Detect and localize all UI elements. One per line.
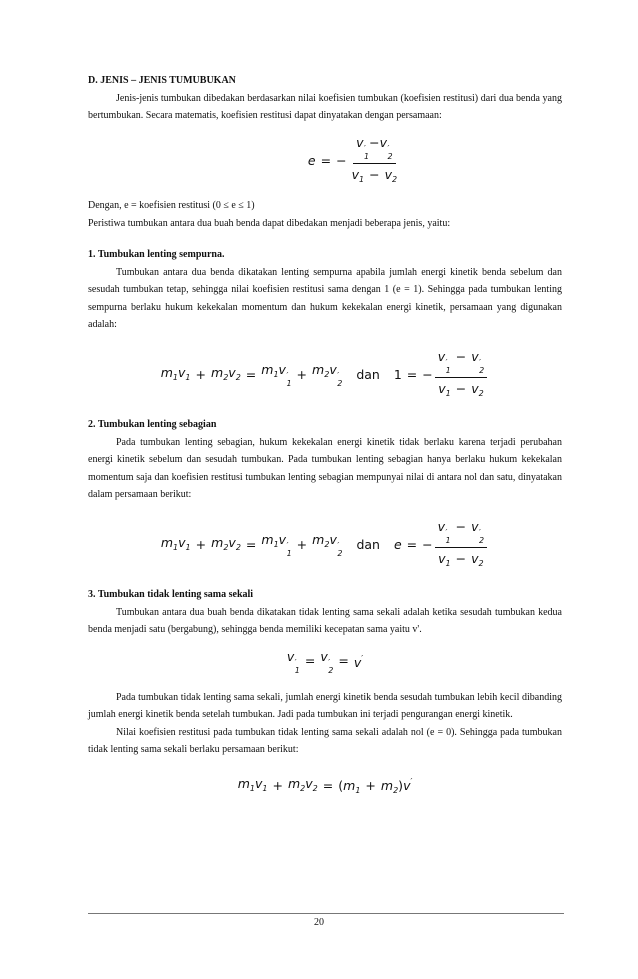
section-2-paragraph: Pada tumbukan lenting sebagian, hukum kekekalan energi kinetik tidak berlaku karena terjadi perubahan energi kinetik sebelum dan sesudah tumbukan. Pada tumbukan lenting sebagian hanya berlaku hukum kekekalan momentum saja dan koefisien restitusi tumbukan lenting sebagian mempunyai nilai di antara nol dan satu, dinyatakan dalam persamaan berikut: [88, 436, 562, 500]
common-velocity-equation: v ′ 1 = v ′ 2 = v′ [286, 648, 364, 675]
elastic-equation: $m_1v_1$ + $m_2v_2$ = $m_1v$ ′ 1 + $m_2v$ ′ 2 dan 1 = − v ′ 1 − v ′ 2 $v_1 - v_2$ [88, 348, 562, 403]
intro-paragraph: Jenis-jenis tumbukan dibedakan berdasarkan nilai koefisien tumbukan (koefisien restitusi) dari dua benda yang bertumbukan. Secara matematis, koefisien restitusi dapat dinyatakan dengan persamaan: [88, 92, 562, 121]
section-3-title: 3. Tumbukan tidak lenting sama sekali [88, 589, 254, 600]
elastic-fraction: v ′ 1 − v ′ 2 $v_1 - v_2$ [435, 348, 487, 403]
partial-elastic-equation: $m_1v_1$ + $m_2v_2$ = $m_1v$ ′ 1 + $m_2v$ ′ 2 dan e = − v ′ 1 − v ′ 2 $v_1 - v_2$ [88, 518, 562, 573]
restitution-fraction: v ′ 1 −v ′ 2 $v_1 - v_2$ [351, 134, 398, 184]
partial-elastic-fraction: v ′ 1 − v ′ 2 $v_1 - v_2$ [435, 518, 487, 573]
page-number: 20 [314, 917, 324, 928]
section-2-title: 2. Tumbukan lenting sebagian [88, 419, 217, 430]
section-3-paragraph-1: Tumbukan antara dua buah benda dikatakan tidak lenting sama sekali adalah ketika sesudah tumbukan kedua benda menjadi satu (bergabung), sehingga benda memiliki kecepatan sama yaitu v'. [88, 606, 562, 635]
section-title: D. JENIS – JENIS TUMUBUKAN [88, 75, 236, 86]
inelastic-equation: $m_1v_1$ + $m_2v_2$ = $(m_1 + m_2)v'$ [237, 775, 413, 795]
dan-word-1: dan [356, 367, 380, 382]
definition-line: Dengan, e = koefisien restitusi (0 ≤ e ≤ 1) [88, 200, 255, 211]
section-1-title: 1. Tumbukan lenting sempurna. [88, 249, 225, 260]
peristiwa-line: Peristiwa tumbukan antara dua buah benda dapat dibedakan menjadi beberapa jenis, yaitu: [88, 217, 451, 229]
section-3-paragraph-2: Pada tumbukan tidak lenting sama sekali, jumlah energi kinetik benda sesudah tumbukan lebih kecil dibanding jumlah energi kinetik benda setelah tumbukan. Jadi pada tumbukan ini terjadi pengurangan energi kinetik. [88, 691, 562, 720]
footer-divider [88, 913, 564, 914]
restitution-equation: e = − v ′ 1 −v ′ 2 $v_1 - v_2$ [88, 134, 562, 189]
dan-word-2: dan [356, 537, 380, 552]
section-3-paragraph-3: Nilai koefisien restitusi pada tumbukan tidak lenting sama sekali adalah nol (e = 0). Sehingga pada tumbukan tidak lenting sama sekali berlaku persamaan berikut: [88, 726, 562, 755]
section-1-paragraph: Tumbukan antara dua benda dikatakan lenting sempurna apabila jumlah energi kinetik benda sebelum dan sesudah tumbukan tetap, sehingga nilai koefisien restitusi sama dengan 1 (e = 1). Sehingga pada tumbukan lenting sempurna berlaku hukum kekekalan momentum dan hukum kekekalan energi kinetik, persamaan yang digunakan adalah: [88, 266, 562, 330]
page-content [88, 72, 562, 799]
